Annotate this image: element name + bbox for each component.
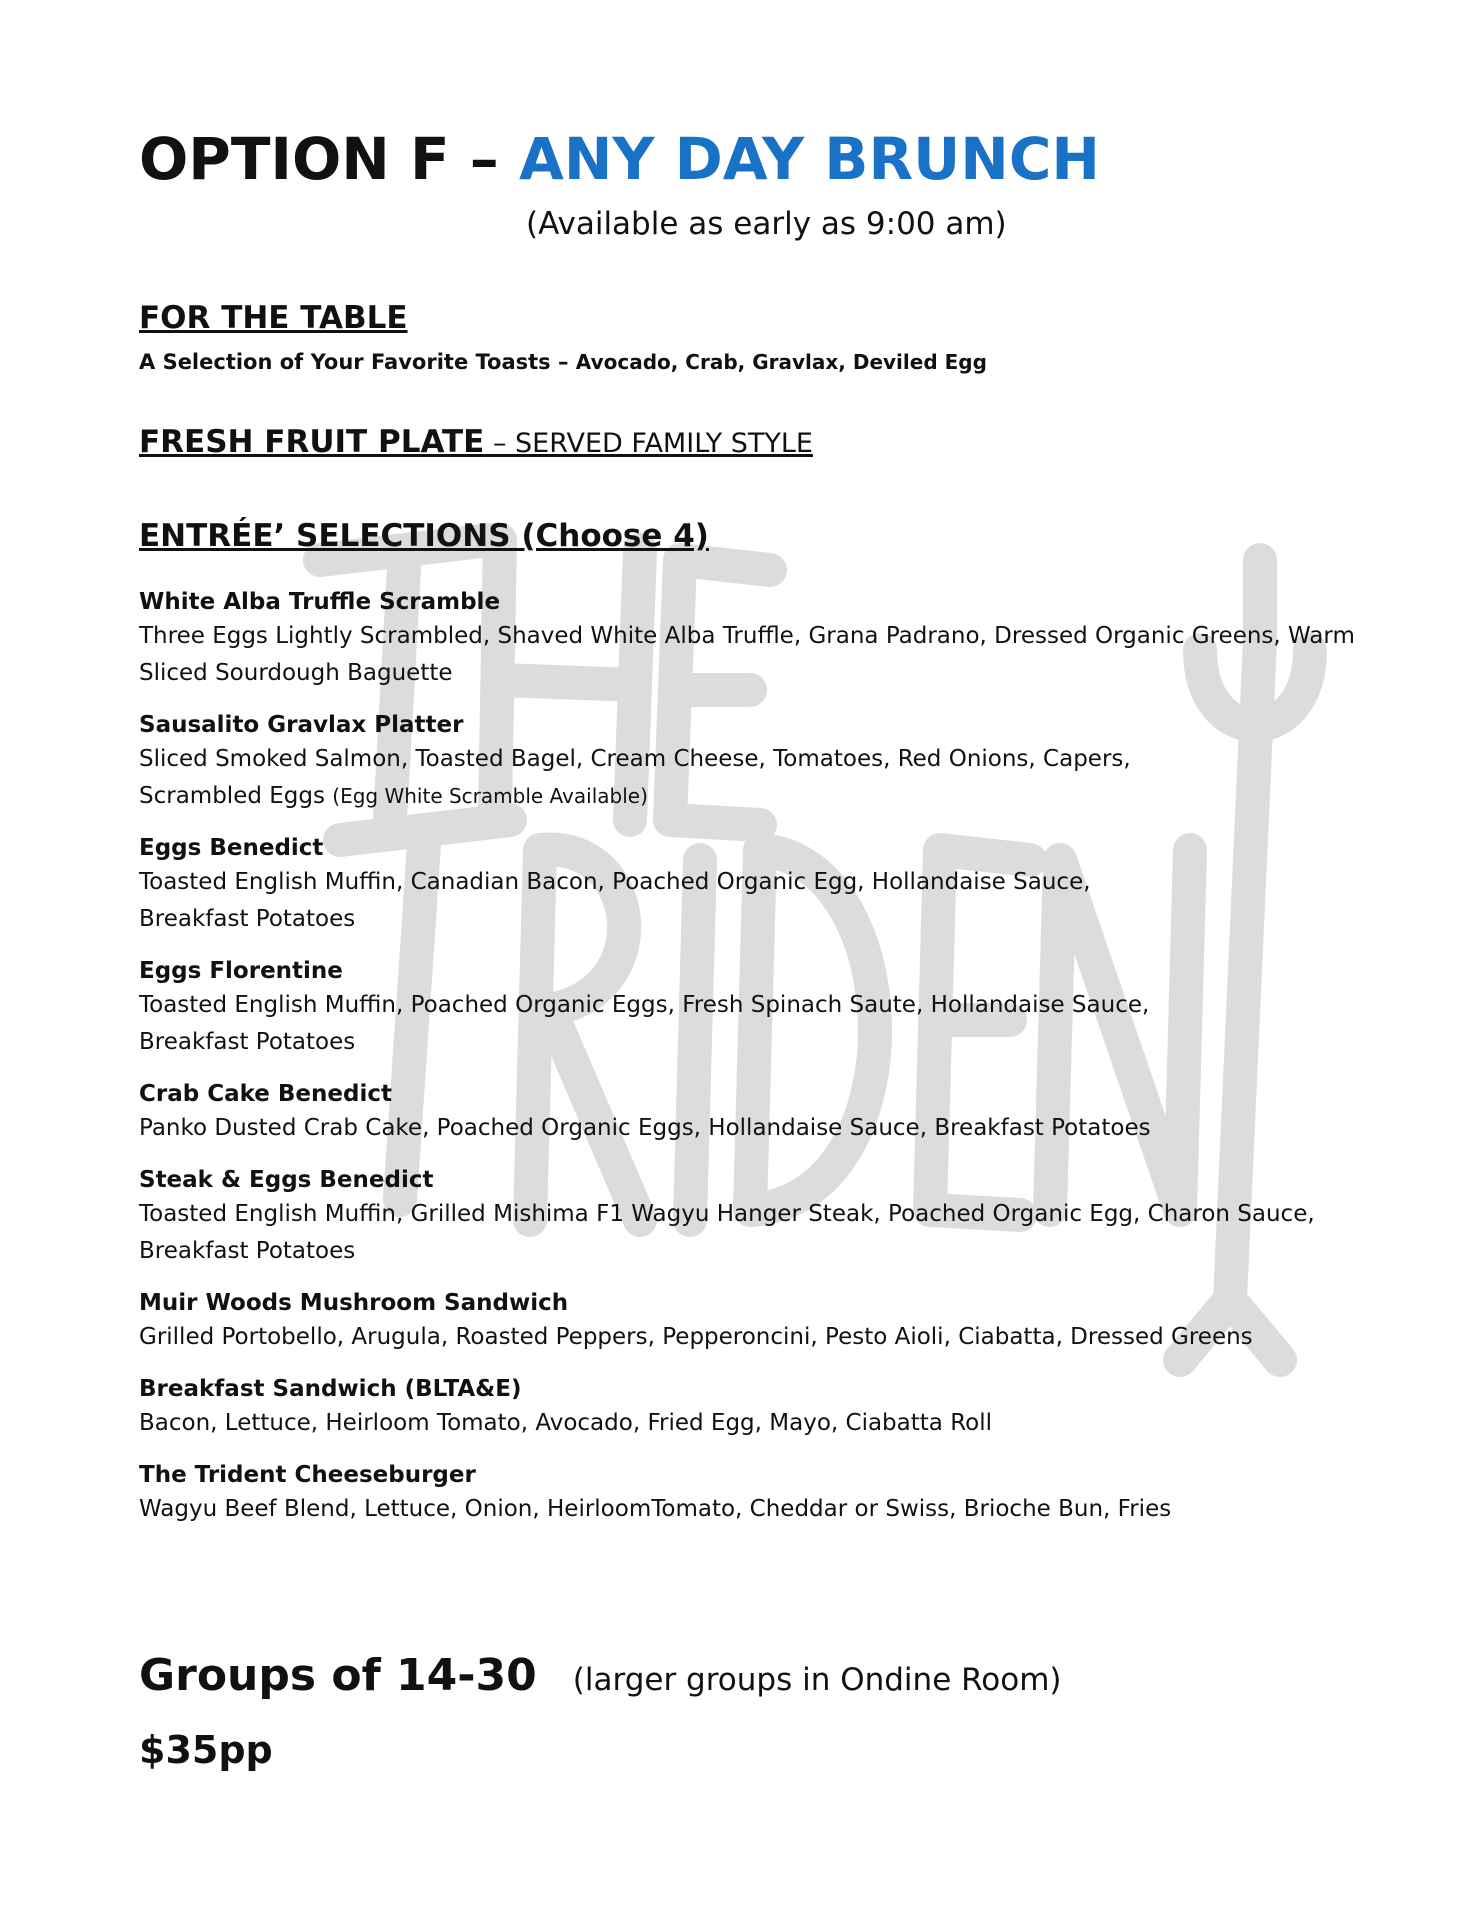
entree-description: Toasted English Muffin, Canadian Bacon, Poached Organic Egg, Hollandaise Sauce, (139, 869, 1091, 895)
list-item (139, 1459, 1429, 1528)
list-item (139, 1373, 1429, 1442)
list-item (139, 586, 1429, 692)
toasts-items: Avocado, Crab, Gravlax, Deviled Egg (575, 350, 987, 374)
group-size-note: (larger groups in Ondine Room) (572, 1662, 1062, 1698)
fruit-heading: FRESH FRUIT PLATE (139, 424, 485, 460)
entree-description: Bacon, Lettuce, Heirloom Tomato, Avocado, Fried Egg, Mayo, Ciabatta Roll (139, 1410, 992, 1436)
toasts-main: A Selection of Your Favorite Toasts – (139, 350, 576, 374)
entree-description: Toasted English Muffin, Grilled Mishima F1 Wagyu Hanger Steak, Poached Organic Egg, Charon Sauce, Breakfast Potatoes (139, 1201, 1315, 1264)
list-item (139, 1287, 1429, 1356)
fruit-note: – SERVED FAMILY STYLE (484, 428, 813, 459)
entree-description-line2: Breakfast Potatoes (139, 1029, 356, 1055)
list-item (139, 1078, 1429, 1147)
fruit-section (139, 424, 813, 460)
entree-name: Eggs Benedict (139, 835, 324, 861)
entree-name: Breakfast Sandwich (BLTA&E) (139, 1376, 522, 1402)
entree-description: Grilled Portobello, Arugula, Roasted Peppers, Pepperoncini, Pesto Aioli, Ciabatta, Dressed Greens (139, 1324, 1253, 1350)
title-accent: ANY DAY BRUNCH (519, 125, 1100, 193)
list-item (139, 709, 1429, 815)
entrees-heading: ENTRÉE’ SELECTIONS (Choose 4) (139, 518, 709, 554)
entree-description: Wagyu Beef Blend, Lettuce, Onion, HeirloomTomato, Cheddar or Swiss, Brioche Bun, Fries (139, 1496, 1172, 1522)
list-item (139, 1164, 1429, 1270)
entree-description-line2: Breakfast Potatoes (139, 906, 356, 932)
entree-name: Muir Woods Mushroom Sandwich (139, 1290, 569, 1316)
entree-description: Toasted English Muffin, Poached Organic Eggs, Fresh Spinach Saute, Hollandaise Sauce, (139, 992, 1150, 1018)
entree-name: Eggs Florentine (139, 958, 343, 984)
page-title (139, 125, 1100, 193)
toasts-line (139, 350, 987, 374)
entree-description: Sliced Smoked Salmon, Toasted Bagel, Cream Cheese, Tomatoes, Red Onions, Capers, (139, 746, 1131, 772)
availability-subtitle: (Available as early as 9:00 am) (526, 206, 1007, 242)
entree-name: The Trident Cheeseburger (139, 1462, 476, 1488)
price-per-person: $35pp (139, 1728, 273, 1772)
group-size-label: Groups of 14-30 (139, 1650, 537, 1701)
entree-name: Sausalito Gravlax Platter (139, 712, 464, 738)
title-prefix: OPTION F – (139, 125, 520, 193)
entree-list (139, 586, 1429, 1545)
list-item (139, 832, 1429, 938)
entree-name: Steak & Eggs Benedict (139, 1167, 434, 1193)
entree-name: Crab Cake Benedict (139, 1081, 392, 1107)
entree-name: White Alba Truffle Scramble (139, 589, 501, 615)
entree-description-line2 (139, 778, 1429, 815)
list-item (139, 955, 1429, 1061)
entree-description: Three Eggs Lightly Scrambled, Shaved White Alba Truffle, Grana Padrano, Dressed Organic Greens, Warm Sliced Sourdough Baguette (139, 623, 1355, 686)
entree-description: Panko Dusted Crab Cake, Poached Organic Eggs, Hollandaise Sauce, Breakfast Potatoes (139, 1115, 1151, 1141)
entree-note: (Egg White Scramble Available) (332, 784, 648, 808)
entree-desc-text: Scrambled Eggs (139, 783, 333, 809)
group-size (139, 1650, 1062, 1701)
for-the-table-heading: FOR THE TABLE (139, 300, 408, 336)
